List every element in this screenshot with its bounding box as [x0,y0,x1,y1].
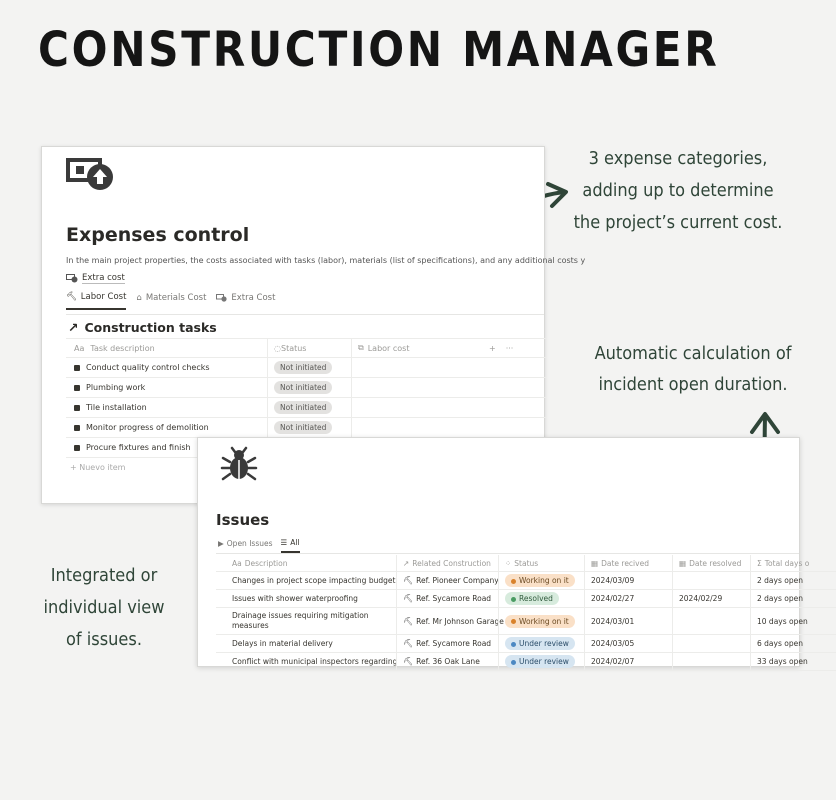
status-badge: Not initiated [274,381,332,394]
table-row[interactable] [66,398,546,418]
issue-description: Delays in material delivery [232,639,333,648]
status-label: Working on it [519,576,569,585]
annotation-issue-views [36,560,172,656]
divider [66,314,544,315]
view-tabs [218,538,300,553]
column-header-status[interactable] [498,555,584,571]
issue-description: Conflict with municipal inspectors regarding [232,657,398,666]
annotation-line: Integrated or [50,565,158,586]
status-badge [505,655,575,668]
column-header-labor-cost[interactable] [351,339,481,357]
construction-icon: ⛏ [403,576,414,585]
table-row[interactable] [216,608,836,635]
total-days: 2 days open [750,590,836,607]
column-label: Date recived [601,558,649,568]
task-name: Conduct quality control checks [86,363,210,372]
total-days: 10 days open [750,608,836,634]
page-title: Issues [216,511,270,529]
labor-cost-cell [351,418,481,437]
issues-card [197,437,810,667]
tab-label: Labor Cost [80,292,127,302]
column-label: Description [244,558,288,568]
money-icon [66,157,116,193]
total-days: 33 days open [750,653,836,670]
status-label: Under review [519,657,569,666]
house-icon: ⌂ [136,293,142,303]
column-label: Total days o [764,558,810,568]
extra-cost-label: Extra cost [82,273,125,283]
column-label: Labor cost [367,343,410,353]
tab-labor-cost[interactable] [66,292,126,310]
text-type-icon: Aa [74,343,85,353]
status-badge [505,574,575,587]
money-icon [216,294,227,302]
status-badge [505,637,575,650]
date-resolved [672,572,750,589]
section-title[interactable] [68,320,217,335]
view-label: All [290,538,300,547]
column-header-date-resolved[interactable] [672,555,750,571]
task-name: Monitor progress of demolition [86,423,209,432]
column-label: Related Construction [412,558,491,568]
task-icon [74,425,80,431]
column-header-description[interactable] [216,555,396,571]
table-header [66,338,546,358]
total-days: 2 days open [750,572,836,589]
triangle-right-icon: ▶ [218,539,224,548]
table-row[interactable] [216,635,836,653]
column-actions [481,344,546,353]
status-icon: ⁘ [505,558,512,568]
date-received: 2024/02/27 [584,590,672,607]
hammer-icon: 🔨︎ [66,292,77,302]
table-row[interactable] [216,572,836,590]
divider [216,553,799,554]
bug-icon [220,448,258,482]
task-name: Plumbing work [86,383,146,392]
status-badge: Not initiated [274,421,332,434]
task-name: Procure fixtures and finish [86,443,191,452]
status-label: Under review [519,639,569,648]
date-received: 2024/02/07 [584,653,672,670]
annotation-line: the project’s current cost. [573,212,783,233]
date-resolved [672,635,750,652]
formula-icon: Σ [757,558,762,568]
status-badge: Not initiated [274,361,332,374]
tab-label: Materials Cost [145,293,207,303]
date-received: 2024/03/05 [584,635,672,652]
arrow-up-right-icon: ↗ [68,320,79,335]
task-icon [74,405,80,411]
column-label: Status [280,343,307,353]
issue-description: Issues with shower waterproofing [232,594,358,603]
extra-cost-link[interactable] [66,273,125,284]
annotation-line: incident open duration. [598,374,788,395]
tab-all[interactable] [281,538,300,553]
new-item-button[interactable]: + Nuevo item [70,463,126,472]
annotation-open-duration [590,338,796,400]
more-icon[interactable]: ··· [505,343,514,353]
table-row[interactable] [66,418,546,438]
construction-icon: ⛏ [403,594,414,603]
annotation-line: adding up to determine [582,180,774,201]
status-icon: ◌ [274,343,281,353]
related-construction[interactable]: Ref. Mr Johnson Garage [416,616,504,626]
status-label: Resolved [519,594,553,603]
related-construction[interactable]: Ref. Pioneer Company [416,576,499,585]
labor-cost-cell [351,358,481,377]
labor-cost-cell [351,398,481,417]
date-resolved [672,653,750,670]
task-icon [74,365,80,371]
text-type-icon: Aa [232,558,242,568]
tab-label: Extra Cost [231,293,276,303]
status-badge [505,615,575,628]
issue-description: Drainage issues requiring mitigation measures [232,611,369,630]
construction-icon: ⛏ [403,657,414,666]
calendar-icon: ▦ [591,558,599,568]
task-icon [74,385,80,391]
column-label: Task description [90,343,155,353]
column-header-status[interactable] [267,339,351,357]
column-header-total-days[interactable] [750,555,836,571]
table-row[interactable] [216,590,836,608]
tab-open-issues[interactable] [218,538,273,553]
total-days: 6 days open [750,635,836,652]
page-description: In the main project properties, the costs associated with tasks (labor), materials (list of specifications), and any additional costs y [66,256,586,265]
money-icon [66,274,78,283]
issues-table [216,555,836,671]
tab-extra-cost[interactable] [216,292,275,310]
relation-icon: ⧉ [358,343,364,352]
column-header-related-construction[interactable] [396,555,498,571]
table-row[interactable] [66,358,546,378]
annotation-expense-categories [568,143,788,239]
section-title-label: Construction tasks [84,320,217,335]
cost-tabs [66,292,275,310]
column-header-date-received[interactable] [584,555,672,571]
status-label: Working on it [519,616,569,626]
annotation-line: individual view [43,597,165,618]
status-badge [505,592,559,605]
table-header [216,555,836,572]
date-received: 2024/03/01 [584,608,672,634]
view-label: Open Issues [226,539,273,548]
status-badge: Not initiated [274,401,332,414]
task-name: Tile installation [86,403,147,412]
issue-description: Changes in project scope impacting budget [232,576,396,585]
related-construction[interactable]: Ref. Sycamore Road [416,594,492,603]
related-construction[interactable]: Ref. Sycamore Road [416,639,492,648]
relation-icon: ↗ [403,558,410,568]
page-title: Expenses control [66,224,250,246]
tab-materials-cost[interactable] [136,292,206,310]
labor-cost-cell [351,378,481,397]
page-heading: CONSTRUCTION MANAGER [38,22,720,78]
column-header-task[interactable] [66,344,267,353]
table-row[interactable] [66,378,546,398]
construction-icon: ⛏ [403,639,414,648]
construction-icon: ⛏ [403,616,414,626]
table-row[interactable] [216,653,836,671]
annotation-line: Automatic calculation of [594,343,792,364]
task-icon [74,445,80,451]
date-received: 2024/03/09 [584,572,672,589]
annotation-line: of issues. [66,629,142,650]
column-label: Status [514,558,539,568]
related-construction[interactable]: Ref. 36 Oak Lane [416,657,480,666]
date-resolved [672,608,750,634]
annotation-line: 3 expense categories, [588,148,768,169]
date-resolved: 2024/02/29 [672,590,750,607]
column-label: Date resolved [689,558,742,568]
calendar-icon: ▦ [679,558,687,568]
add-column-icon[interactable]: + [489,343,496,353]
database-icon: ☰ [280,538,288,547]
